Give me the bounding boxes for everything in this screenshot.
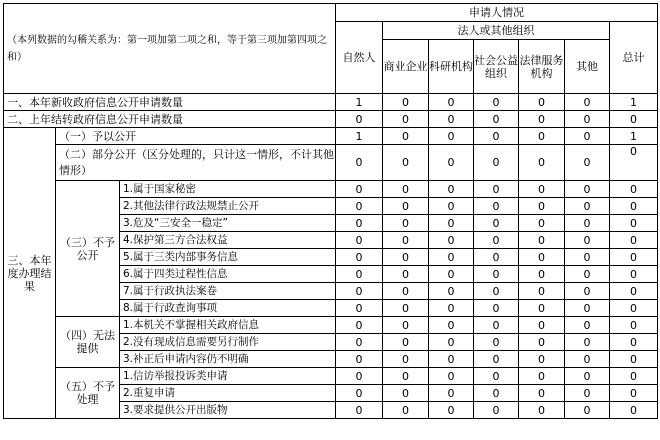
cell: 0 [429, 181, 474, 198]
other-header: 其他 [565, 40, 610, 94]
cell: 0 [336, 402, 383, 419]
cell: 0 [519, 351, 565, 368]
statistics-table [3, 3, 658, 419]
cell: 0 [565, 128, 610, 145]
cell: 0 [519, 385, 565, 402]
cell: 0 [519, 266, 565, 283]
row-label: 6.属于四类过程性信息 [120, 266, 336, 283]
cell: 0 [336, 283, 383, 300]
cell: 0 [383, 266, 429, 283]
cell: 0 [610, 334, 658, 351]
cell: 0 [610, 385, 658, 402]
row-label: 3.补正后申请内容仍不明确 [120, 351, 336, 368]
cell: 0 [474, 402, 519, 419]
cell: 0 [565, 198, 610, 215]
cell: 0 [429, 111, 474, 128]
cell: 0 [565, 300, 610, 317]
cell: 0 [565, 111, 610, 128]
cell: 0 [610, 266, 658, 283]
row-label: 4.保护第三方合法权益 [120, 232, 336, 249]
cell: 0 [474, 368, 519, 385]
legal-service-header: 法律服务机构 [519, 40, 565, 94]
cell: 0 [383, 300, 429, 317]
cell: 0 [565, 368, 610, 385]
cell: 0 [383, 215, 429, 232]
cell: 0 [565, 94, 610, 111]
cell: 0 [519, 128, 565, 145]
row-label: 1.本机关不掌握相关政府信息 [120, 317, 336, 334]
cell: 0 [474, 181, 519, 198]
cell: 0 [474, 128, 519, 145]
cell: 0 [519, 181, 565, 198]
cell: 0 [429, 128, 474, 145]
cell: 0 [565, 317, 610, 334]
cell: 0 [610, 145, 658, 181]
cell: 0 [336, 249, 383, 266]
row-label: 8.属于行政查询事项 [120, 300, 336, 317]
cell: 0 [383, 385, 429, 402]
research-header: 科研机构 [429, 40, 474, 94]
cell: 0 [429, 249, 474, 266]
cell: 0 [474, 215, 519, 232]
cell: 0 [336, 317, 383, 334]
cell: 0 [610, 232, 658, 249]
cell: 0 [429, 351, 474, 368]
cell: 0 [383, 317, 429, 334]
cell: 0 [610, 300, 658, 317]
cell: 0 [474, 385, 519, 402]
legal-group-header: 法人或其他组织 [383, 22, 610, 40]
total-header: 总计 [610, 22, 658, 94]
cell: 0 [383, 181, 429, 198]
cell: 0 [336, 215, 383, 232]
row-label: 3.危及“三安全一稳定” [120, 215, 336, 232]
cell: 0 [429, 300, 474, 317]
row-label: （二）部分公开（区分处理的，只计这一情形，不计其他情形） [56, 145, 336, 181]
cell: 0 [519, 402, 565, 419]
cell: 0 [429, 402, 474, 419]
cell: 0 [474, 266, 519, 283]
row-label: 7.属于行政执法案卷 [120, 283, 336, 300]
row-label: 5.属于三类内部事务信息 [120, 249, 336, 266]
cell: 0 [474, 300, 519, 317]
cell: 0 [383, 145, 429, 181]
cell: 0 [429, 145, 474, 181]
cell: 0 [383, 283, 429, 300]
cell: 0 [474, 145, 519, 181]
cell: 0 [610, 198, 658, 215]
cell: 0 [336, 334, 383, 351]
cell: 0 [336, 385, 383, 402]
cell: 0 [429, 317, 474, 334]
cell: 0 [519, 232, 565, 249]
cell: 0 [519, 145, 565, 181]
cell: 0 [429, 215, 474, 232]
cell: 0 [474, 317, 519, 334]
cell: 0 [383, 368, 429, 385]
group-five-label: （五）不予处理 [56, 368, 120, 419]
cell: 0 [519, 111, 565, 128]
cell: 1 [336, 94, 383, 111]
cell: 0 [336, 232, 383, 249]
cell: 0 [474, 283, 519, 300]
cell: 0 [429, 232, 474, 249]
cell: 0 [565, 266, 610, 283]
row-label: 3.要求提供公开出版物 [120, 402, 336, 419]
cell: 0 [565, 232, 610, 249]
row-label: 1.信访举报投诉类申请 [120, 368, 336, 385]
cell: 0 [383, 334, 429, 351]
group-four-label: （四）无法提供 [56, 317, 120, 368]
cell: 0 [429, 94, 474, 111]
cell: 0 [383, 111, 429, 128]
cell: 0 [519, 334, 565, 351]
cell: 0 [336, 181, 383, 198]
cell: 0 [565, 351, 610, 368]
cell: 0 [336, 300, 383, 317]
cell: 0 [336, 266, 383, 283]
cell: 0 [610, 317, 658, 334]
cell: 0 [610, 249, 658, 266]
cell: 0 [519, 198, 565, 215]
cell: 0 [610, 111, 658, 128]
natural-person-header: 自然人 [336, 22, 383, 94]
cell: 0 [336, 198, 383, 215]
row-label: 二、上年结转政府信息公开申请数量 [4, 111, 336, 128]
cell: 0 [519, 300, 565, 317]
row-label: 2.没有现成信息需要另行制作 [120, 334, 336, 351]
cell: 1 [610, 94, 658, 111]
cell: 0 [474, 334, 519, 351]
cell: 0 [383, 128, 429, 145]
cell: 0 [610, 181, 658, 198]
cell: 0 [519, 94, 565, 111]
cell: 0 [336, 145, 383, 181]
note-cell: （本列数据的勾稽关系为：第一项加第二项之和，等于第三项加第四项之和） [4, 4, 336, 94]
cell: 0 [383, 249, 429, 266]
cell: 0 [565, 334, 610, 351]
cell: 0 [519, 283, 565, 300]
cell: 0 [383, 402, 429, 419]
cell: 0 [565, 385, 610, 402]
cell: 0 [336, 111, 383, 128]
cell: 0 [565, 181, 610, 198]
cell: 0 [610, 368, 658, 385]
cell: 0 [474, 232, 519, 249]
cell: 0 [565, 215, 610, 232]
cell: 0 [429, 385, 474, 402]
cell: 0 [474, 111, 519, 128]
group-three-label: （三）不予公开 [56, 181, 120, 317]
cell: 0 [519, 368, 565, 385]
cell: 0 [474, 249, 519, 266]
row-label: 一、本年新收政府信息公开申请数量 [4, 94, 336, 111]
social-header: 社会公益组织 [474, 40, 519, 94]
cell: 0 [519, 317, 565, 334]
cell: 0 [383, 94, 429, 111]
cell: 0 [429, 368, 474, 385]
cell: 0 [429, 334, 474, 351]
cell: 0 [565, 145, 610, 181]
cell: 0 [519, 249, 565, 266]
row-label: 2.重复申请 [120, 385, 336, 402]
business-header: 商业企业 [383, 40, 429, 94]
applicant-header: 申请人情况 [336, 4, 658, 22]
cell: 0 [610, 351, 658, 368]
cell: 0 [429, 266, 474, 283]
section-three-label: 三、本年度办理结果 [4, 128, 56, 419]
cell: 0 [565, 402, 610, 419]
cell: 0 [474, 198, 519, 215]
cell: 0 [383, 351, 429, 368]
row-label: （一）予以公开 [56, 128, 336, 145]
cell: 0 [610, 283, 658, 300]
cell: 1 [336, 128, 383, 145]
row-label: 1.属于国家秘密 [120, 181, 336, 198]
cell: 0 [610, 402, 658, 419]
cell: 0 [336, 368, 383, 385]
cell: 0 [336, 351, 383, 368]
cell: 0 [474, 94, 519, 111]
row-label: 2.其他法律行政法规禁止公开 [120, 198, 336, 215]
cell: 0 [383, 232, 429, 249]
cell: 0 [565, 283, 610, 300]
cell: 0 [519, 215, 565, 232]
cell: 0 [610, 215, 658, 232]
cell: 0 [474, 351, 519, 368]
cell: 1 [610, 128, 658, 145]
cell: 0 [429, 283, 474, 300]
cell: 0 [565, 249, 610, 266]
cell: 0 [383, 198, 429, 215]
cell: 0 [429, 198, 474, 215]
